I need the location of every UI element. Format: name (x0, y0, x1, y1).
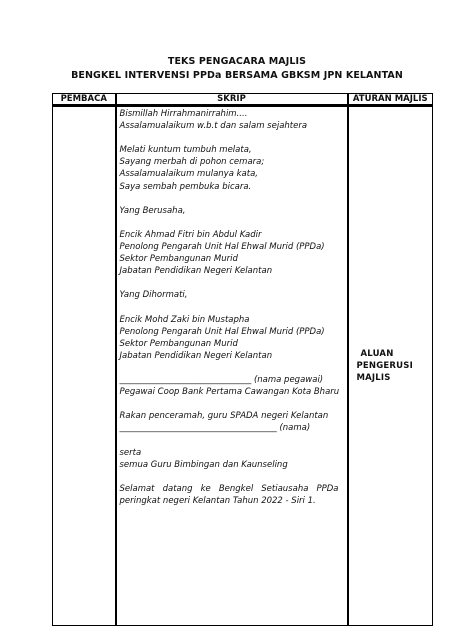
script-line: Yang Berusaha, (119, 205, 186, 216)
script-line: Selamat datang ke Bengkel Setiausaha PPDa peringkat negeri Kelantan Tahun 2022 - Siri 1. (119, 483, 339, 506)
pantun-line: Saya sembah pembuka bicara. (119, 181, 252, 192)
pantun-line: Sayang merbah di pohon cemara; (119, 157, 265, 168)
table-row (53, 106, 433, 626)
document-subtitle: BENGKEL INTERVENSI PPDa BERSAMA GBKSM JPN KELANTAN (71, 70, 403, 81)
script-line: Yang Dihormati, (119, 290, 188, 301)
script-line: Pegawai Coop Bank Pertama Cawangan Kota Bharu (119, 387, 340, 398)
header-pembaca: PEMBACA (53, 94, 116, 107)
table-header-row (53, 94, 433, 107)
pembaca-cell (53, 106, 116, 626)
script-text (117, 107, 347, 507)
script-line: Penolong Pengarah Unit Hal Ehwal Murid (PPDa) (119, 242, 325, 253)
script-line: Rakan penceramah, guru SPADA negeri Kelantan (119, 411, 329, 422)
document-title: TEKS PENGACARA MAJLIS (167, 56, 307, 67)
pantun-line: Assalamualaikum mulanya kata, (119, 169, 258, 180)
script-line: serta (119, 447, 142, 458)
aturan-text (349, 348, 433, 384)
script-line: _______________________________ (nama pegawai) (119, 375, 324, 386)
script-table (52, 93, 433, 626)
script-line: Assalamualaikum w.b.t dan salam sejahtera (119, 121, 308, 132)
aturan-line: PENGERUSI (356, 361, 413, 371)
header-skrip: SKRIP (116, 94, 348, 107)
script-line: semua Guru Bimbingan dan Kaunseling (119, 459, 288, 470)
script-line: Encik Mohd Zaki bin Mustapha (119, 314, 250, 325)
skrip-cell (116, 106, 348, 626)
aturan-line: MAJLIS (356, 373, 391, 383)
script-line: Penolong Pengarah Unit Hal Ehwal Murid (PPDa) (119, 326, 325, 337)
script-line: Jabatan Pendidikan Negeri Kelantan (119, 350, 273, 361)
script-line: Bismillah Hirrahmanirrahim.... (119, 109, 248, 119)
script-line: Sektor Pembangunan Murid (119, 254, 238, 265)
aturan-cell (348, 106, 433, 626)
script-line: Jabatan Pendidikan Negeri Kelantan (119, 266, 273, 277)
script-line: _____________________________________ (nama) (119, 423, 311, 434)
header-aturan-majlis: ATURAN MAJLIS (348, 94, 433, 107)
pantun-line: Melati kuntum tumbuh melata, (119, 145, 252, 156)
script-line: Sektor Pembangunan Murid (119, 338, 238, 349)
script-line: Encik Ahmad Fitri bin Abdul Kadir (119, 229, 262, 240)
aturan-line: ALUAN (360, 349, 394, 359)
